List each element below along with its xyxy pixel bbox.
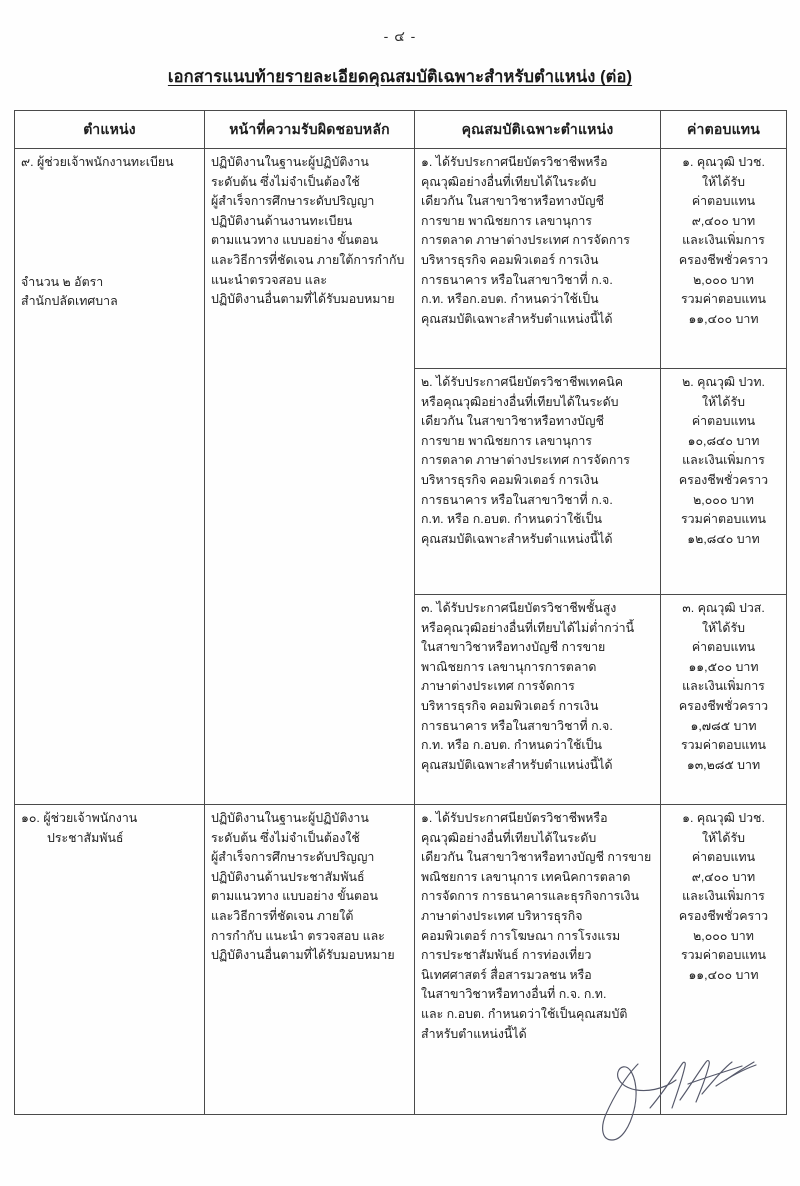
- text-line: คุณสมบัติเฉพาะสำหรับตำแหน่งนี้ได้: [421, 757, 613, 772]
- text-line: การตลาด ภาษาต่างประเทศ การจัดการ: [421, 453, 630, 468]
- text-line: สำหรับตำแหน่งนี้ได้: [421, 1026, 527, 1041]
- column-header-position: ตำแหน่ง: [15, 111, 205, 149]
- text-line: ปฏิบัติงานด้านงานทะเบียน: [211, 213, 353, 228]
- cell-position: [15, 805, 205, 1115]
- table-body: [15, 149, 787, 1115]
- text-line: ๓. คุณวุฒิ ปวส.: [682, 601, 765, 616]
- text-line: ปฏิบัติงานอื่นตามที่ได้รับมอบหมาย: [211, 948, 395, 963]
- text-line: พณิชยการ เลขานุการ เทคนิคการตลาด: [421, 869, 631, 884]
- text-line: ๑๑,๔๐๐ บาท: [688, 967, 759, 982]
- text-line: ค่าตอบแทน: [691, 194, 756, 209]
- text-line: ผู้สำเร็จการศึกษาระดับปริญญา: [211, 194, 375, 209]
- text-line: ๒. คุณวุฒิ ปวท.: [682, 375, 765, 390]
- text-line: ให้ได้รับ: [701, 620, 746, 635]
- text-line: การธนาคาร หรือในสาขาวิชาที่ ก.จ.: [421, 718, 613, 733]
- text-line: ภาษาต่างประเทศ การจัดการ: [421, 679, 575, 694]
- column-header-qualifications: คุณสมบัติเฉพาะตำแหน่ง: [415, 111, 661, 149]
- text-line: บริหารธุรกิจ คอมพิวเตอร์ การเงิน: [421, 253, 599, 268]
- text-line: ๑๑,๕๐๐ บาท: [688, 659, 759, 674]
- text-line: เดียวกัน ในสาขาวิชาหรือทางบัญชี: [421, 414, 604, 429]
- text-line: ๑๐. ผู้ช่วยเจ้าพนักงาน: [21, 811, 138, 826]
- text-line: ๙. ผู้ช่วยเจ้าพนักงานทะเบียน: [21, 155, 174, 170]
- text-line: ครองชีพชั่วคราว: [678, 699, 769, 714]
- text-line: ตามแนวทาง แบบอย่าง ขั้นตอน: [211, 233, 378, 248]
- text-line: บริหารธุรกิจ คอมพิวเตอร์ การเงิน: [421, 699, 599, 714]
- text-line: รวมค่าตอบแทน: [680, 738, 766, 753]
- text-line: ๒,๐๐๐ บาท: [693, 272, 754, 287]
- text-line: ครองชีพชั่วคราว: [678, 909, 769, 924]
- text-line: ในสาขาวิชาหรือทางบัญชี การขาย: [421, 640, 606, 655]
- text-line: ในสาขาวิชาหรือทางอื่นที่ ก.จ. ก.ท.: [421, 987, 607, 1002]
- text-line: ๓. ได้รับประกาศนียบัตรวิชาชีพชั้นสูง: [421, 601, 617, 616]
- text-line: ระดับต้น ซึ่งไม่จำเป็นต้องใช้: [211, 830, 360, 845]
- text-line: หรือคุณวุฒิอย่างอื่นที่เทียบได้ในระดับ: [421, 394, 619, 409]
- text-line: และเงินเพิ่มการ: [682, 453, 765, 468]
- text-line: การธนาคาร หรือในสาขาวิชาที่ ก.จ.: [421, 492, 613, 507]
- text-line: ๑. คุณวุฒิ ปวช.: [682, 811, 765, 826]
- text-line: การขาย พาณิชยการ เลขานุการ: [421, 213, 592, 228]
- text-line: การธนาคาร หรือในสาขาวิชาที่ ก.จ.: [421, 272, 613, 287]
- cell-qualification: [415, 369, 661, 595]
- table-header-row: [15, 111, 787, 149]
- cell-duties: [205, 149, 415, 805]
- text-line: ๒,๐๐๐ บาท: [693, 928, 754, 943]
- text-line: ๑๐,๘๔๐ บาท: [687, 433, 760, 448]
- text-line: เดียวกัน ในสาขาวิชาหรือทางบัญชี: [421, 194, 604, 209]
- text-line: และเงินเพิ่มการ: [682, 679, 765, 694]
- text-line: การขาย พาณิชยการ เลขานุการ: [421, 433, 592, 448]
- text-line: ๙,๔๐๐ บาท: [691, 869, 756, 884]
- text-line: ๑๓,๒๘๕ บาท: [686, 757, 761, 772]
- text-line: ระดับต้น ซึ่งไม่จำเป็นต้องใช้: [211, 174, 360, 189]
- column-header-duties: หน้าที่ความรับผิดชอบหลัก: [205, 111, 415, 149]
- text-line: จำนวน ๒ อัตรา: [21, 274, 104, 289]
- text-line: แนะนำตรวจสอบ และ: [211, 272, 328, 287]
- text-line: ปฏิบัติงานอื่นตามที่ได้รับมอบหมาย: [211, 292, 395, 307]
- cell-qualification: [415, 149, 661, 369]
- text-line: ๑๑,๔๐๐ บาท: [688, 311, 759, 326]
- qualifications-table-wrap: [14, 110, 786, 1115]
- text-line: ครองชีพชั่วคราว: [678, 473, 769, 488]
- cell-duties: [205, 805, 415, 1115]
- text-line: ภาษาต่างประเทศ บริหารธุรกิจ: [421, 909, 583, 924]
- text-line: และ ก.อบต. กำหนดว่าใช้เป็นคุณสมบัติ: [421, 1007, 628, 1022]
- text-line: ปฏิบัติงานด้านประชาสัมพันธ์: [211, 869, 365, 884]
- text-line: ครองชีพชั่วคราว: [678, 253, 769, 268]
- text-line: ก.ท. หรือ ก.อบต. กำหนดว่าใช้เป็น: [421, 512, 602, 527]
- text-line: คอมพิวเตอร์ การโฆษณา การโรงแรม: [421, 928, 621, 943]
- document-title-wrap: [0, 64, 800, 90]
- text-line: ๒,๐๐๐ บาท: [693, 492, 754, 507]
- qualifications-table: [14, 110, 787, 1115]
- text-line: ๒. ได้รับประกาศนียบัตรวิชาชีพเทคนิค: [421, 375, 624, 390]
- text-line: ๑๒,๘๔๐ บาท: [687, 531, 760, 546]
- text-line: ผู้สำเร็จการศึกษาระดับปริญญา: [211, 850, 375, 865]
- text-line: ปฏิบัติงานในฐานะผู้ปฏิบัติงาน: [211, 811, 369, 826]
- text-line: สำนักปลัดเทศบาล: [21, 294, 118, 309]
- text-line: นิเทศศาสตร์ สื่อสารมวลชน หรือ: [421, 967, 592, 982]
- cell-compensation: [661, 595, 787, 805]
- text-line: การตลาด ภาษาต่างประเทศ การจัดการ: [421, 233, 630, 248]
- text-line: ให้ได้รับ: [701, 830, 746, 845]
- cell-compensation: [661, 149, 787, 369]
- text-line: ก.ท. หรือก.อบต. กำหนดว่าใช้เป็น: [421, 292, 599, 307]
- text-line: และวิธีการที่ชัดเจน ภายใต้: [211, 909, 354, 924]
- text-line: ก.ท. หรือ ก.อบต. กำหนดว่าใช้เป็น: [421, 738, 602, 753]
- text-line: ประชาสัมพันธ์: [47, 830, 124, 845]
- cell-compensation: [661, 369, 787, 595]
- position-title: [21, 153, 198, 173]
- text-line: และวิธีการที่ชัดเจน ภายใต้การกำกับ: [211, 253, 405, 268]
- text-line: คุณสมบัติเฉพาะสำหรับตำแหน่งนี้ได้: [421, 311, 613, 326]
- text-line: ให้ได้รับ: [701, 394, 746, 409]
- text-line: ๑. ได้รับประกาศนียบัตรวิชาชีพหรือ: [421, 811, 608, 826]
- cell-position: [15, 149, 205, 805]
- text-line: ๑. ได้รับประกาศนียบัตรวิชาชีพหรือ: [421, 155, 608, 170]
- text-line: บริหารธุรกิจ คอมพิวเตอร์ การเงิน: [421, 473, 599, 488]
- text-line: คุณวุฒิอย่างอื่นที่เทียบได้ในระดับ: [421, 830, 597, 845]
- cell-compensation: [661, 805, 787, 1115]
- text-line: คุณวุฒิอย่างอื่นที่เทียบได้ในระดับ: [421, 174, 597, 189]
- text-line: การประชาสัมพันธ์ การท่องเที่ยว: [421, 948, 592, 963]
- text-line: ๑. คุณวุฒิ ปวช.: [682, 155, 765, 170]
- position-title: [21, 809, 198, 848]
- cell-qualification: [415, 805, 661, 1115]
- text-line: และเงินเพิ่มการ: [682, 889, 765, 904]
- text-line: ๑,๗๘๕ บาท: [690, 718, 757, 733]
- text-line: รวมค่าตอบแทน: [680, 512, 766, 527]
- text-line: ให้ได้รับ: [701, 174, 746, 189]
- text-line: หรือคุณวุฒิอย่างอื่นที่เทียบได้ไม่ต่ำกว่านี้: [421, 620, 635, 635]
- text-line: การจัดการ การธนาคารและธุรกิจการเงิน: [421, 889, 640, 904]
- text-line: การกำกับ แนะนำ ตรวจสอบ และ: [211, 928, 385, 943]
- table-row: [15, 805, 787, 1115]
- text-line: พาณิชยการ เลขานุการการตลาด: [421, 659, 597, 674]
- text-line: ๙,๔๐๐ บาท: [691, 213, 756, 228]
- text-line: ค่าตอบแทน: [691, 640, 756, 655]
- text-line: รวมค่าตอบแทน: [680, 292, 766, 307]
- column-header-compensation: ค่าตอบแทน: [661, 111, 787, 149]
- text-line: รวมค่าตอบแทน: [680, 948, 766, 963]
- position-footer: [21, 273, 198, 312]
- text-line: คุณสมบัติเฉพาะสำหรับตำแหน่งนี้ได้: [421, 531, 613, 546]
- page-title: เอกสารแนบท้ายรายละเอียดคุณสมบัติเฉพาะสำหรับตำแหน่ง (ต่อ): [167, 68, 633, 86]
- text-line: ค่าตอบแทน: [691, 414, 756, 429]
- text-line: และเงินเพิ่มการ: [682, 233, 765, 248]
- cell-qualification: [415, 595, 661, 805]
- text-line: ตามแนวทาง แบบอย่าง ขั้นตอน: [211, 889, 378, 904]
- text-line: เดียวกัน ในสาขาวิชาหรือทางบัญชี การขาย: [421, 850, 652, 865]
- page-number: - ๔ -: [383, 28, 417, 44]
- table-header: [15, 111, 787, 149]
- text-line: ปฏิบัติงานในฐานะผู้ปฏิบัติงาน: [211, 155, 369, 170]
- text-line: ค่าตอบแทน: [691, 850, 756, 865]
- table-row: [15, 149, 787, 369]
